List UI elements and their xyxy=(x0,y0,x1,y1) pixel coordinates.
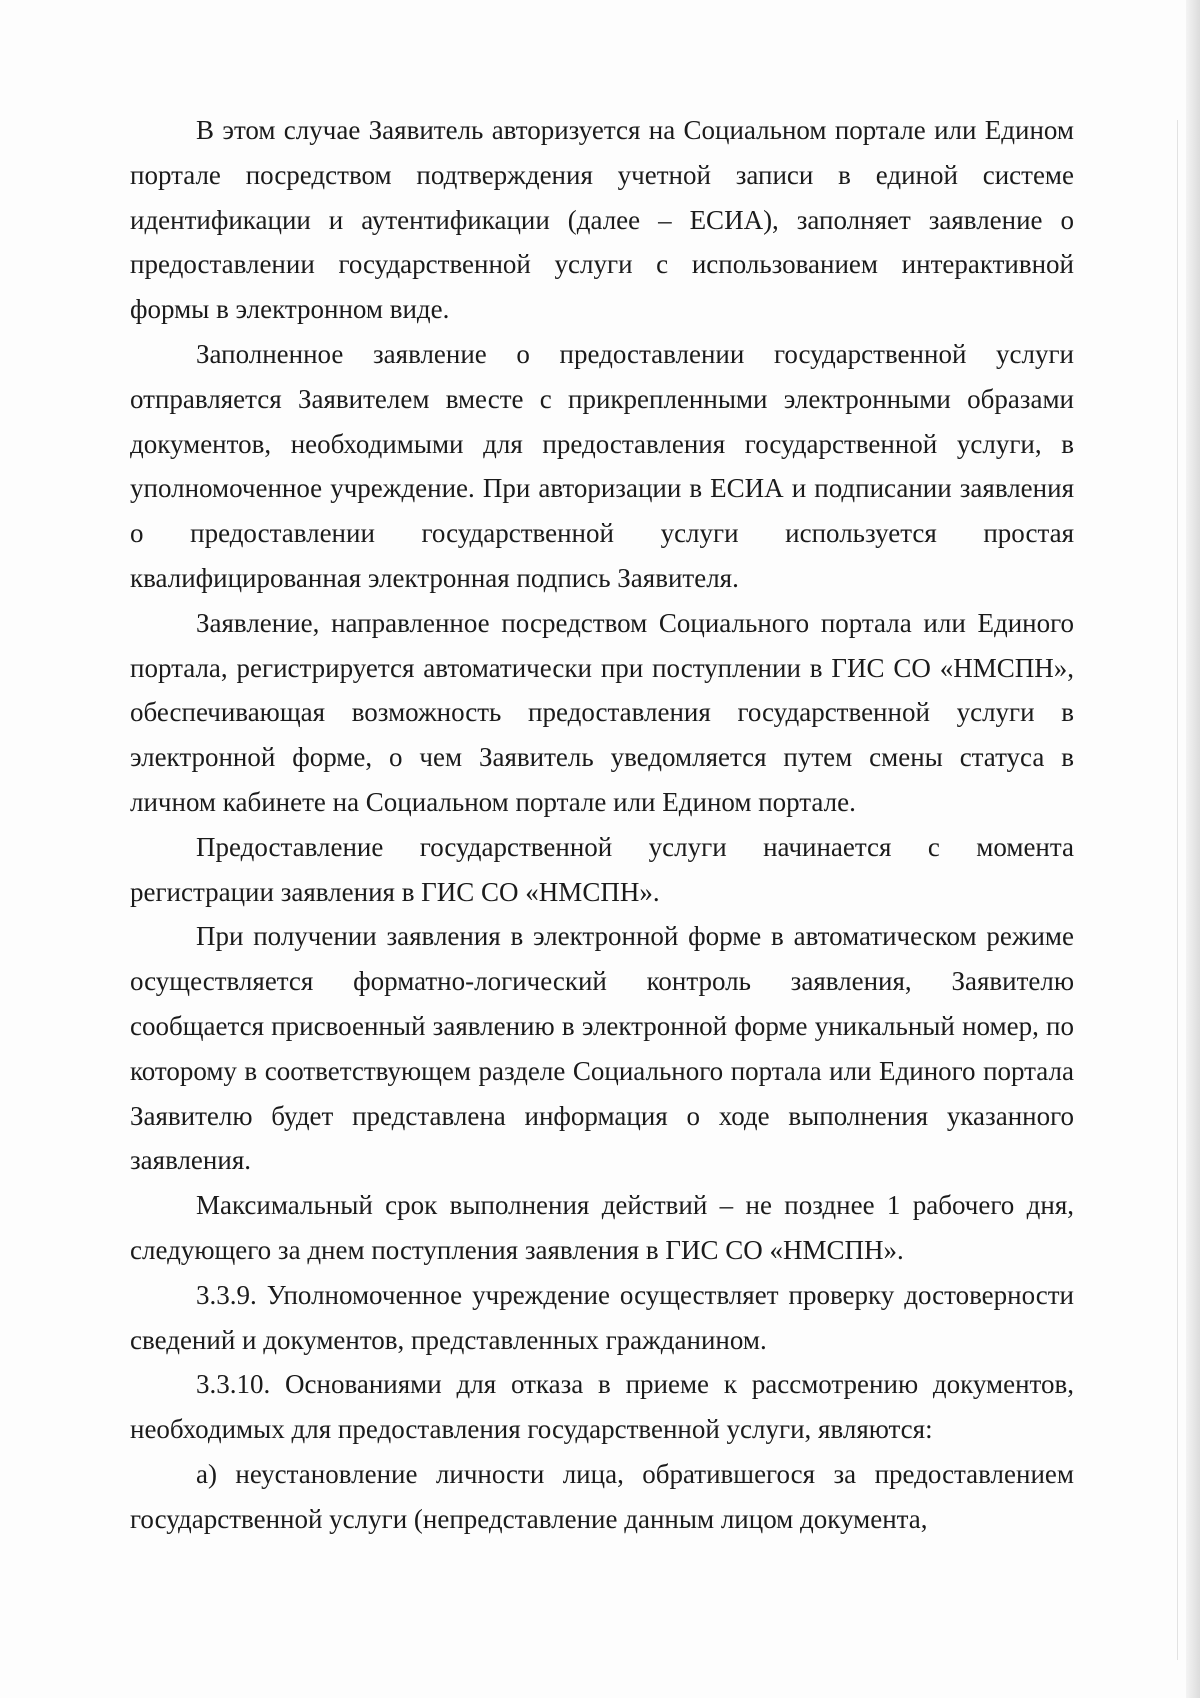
paragraph-item-a: а) неустановление личности лица, обратившегося за предоставлением государственной услуги (непредставление данным лицом документа, xyxy=(130,1458,1074,1534)
paragraph-automatic-registration: Заявление, направленное посредством Социального портала или Единого портала, регистрируется автоматически при поступлении в ГИС СО «НМСПН», обеспечивающая возможность предоставления государственной услуги в электронной форме, о чем Заявитель уведомляется путем смены статуса в личном кабинете на Социальном портале или Едином портале. xyxy=(130,607,1074,817)
paragraph-3-3-10: 3.3.10. Основаниями для отказа в приеме к рассмотрению документов, необходимых для предоставления государственной услуги, являются: xyxy=(130,1369,1074,1445)
paragraph-esia-authorization: В этом случае Заявитель авторизуется на Социальном портале или Едином портале посредством подтверждения учетной записи в единой системе идентификации и аутентификации (далее – ЕСИА), заполняет заявление о предоставлении государственной услуги с использованием интерактивной формы в электронном виде. xyxy=(130,115,1074,325)
paragraph-application-submission: Заполненное заявление о предоставлении государственной услуги отправляется Заявителем вместе с прикрепленными электронными образами документов, необходимыми для предоставления государственной услуги, в уполномоченное учреждение. При авторизации в ЕСИА и подписании заявления о предоставлении государственной услуги используется простая квалифицированная электронная подпись Заявителя. xyxy=(130,338,1074,593)
document-body xyxy=(130,108,1074,1542)
scan-edge-line xyxy=(1177,120,1178,1660)
scan-edge-shadow xyxy=(1186,0,1200,1698)
paragraph-service-start: Предоставление государственной услуги начинается с момента регистрации заявления в ГИС СО «НМСПН». xyxy=(130,831,1074,907)
paragraph-max-deadline: Максимальный срок выполнения действий – не позднее 1 рабочего дня, следующего за днем поступления заявления в ГИС СО «НМСПН». xyxy=(130,1190,1074,1265)
paragraph-3-3-9: 3.3.9. Уполномоченное учреждение осуществляет проверку достоверности сведений и документов, представленных гражданином. xyxy=(130,1279,1074,1355)
paragraph-format-logic-control: При получении заявления в электронной форме в автоматическом режиме осуществляется форматно-логический контроль заявления, Заявителю сообщается присвоенный заявлению в электронной форме уникальный номер, по которому в соответствующем разделе Социального портала или Единого портала Заявителю будет представлена информация о ходе выполнения указанного заявления. xyxy=(130,921,1074,1176)
